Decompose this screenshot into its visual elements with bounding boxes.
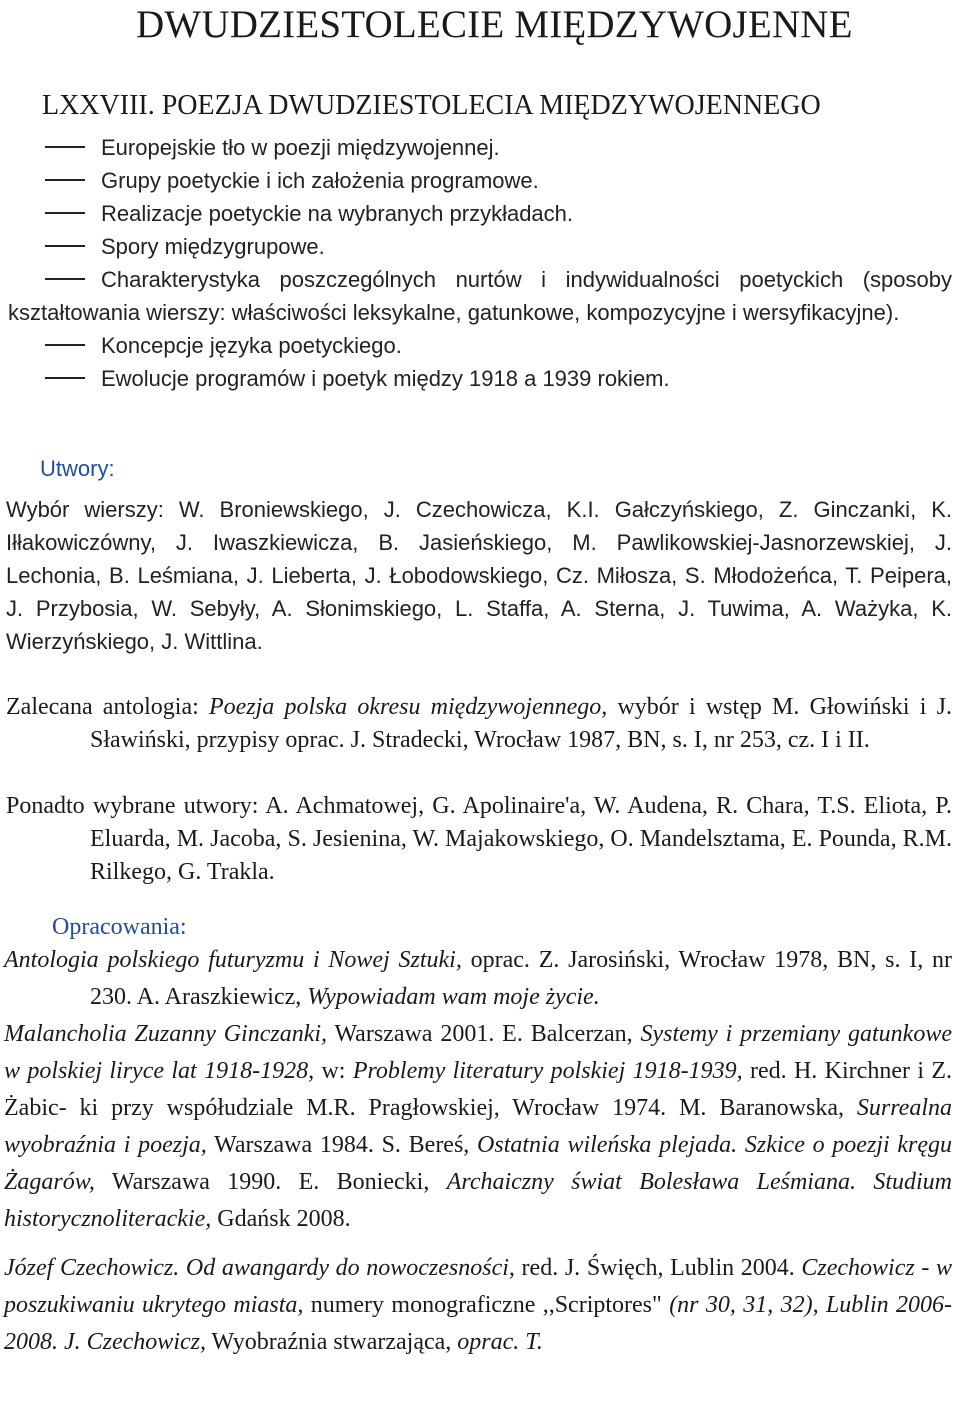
page-title: DWUDZIESTOLECIE MIĘDZYWOJENNE — [136, 3, 853, 46]
dash-bullet — [45, 344, 85, 346]
dash-bullet — [45, 377, 85, 379]
works-paragraph: Wybór wierszy: W. Broniewskiego, J. Czechowicza, K.I. Gałczyńskiego, Z. Ginczanki, K. Iłłakowiczówny, J. Iwaszkiewicza, B. Jasieńskiego, M. Pawlikowskiej-Jasnorzewskiej, J. Lechonia, B. Leśmiana, J. Lieberta, J. Łobodowskiego, Cz. Miłosza, S. Młodożeńca, T. Peipera, J. Przybosia, W. Sebyły, A. Słonimskiego, L. Staffa, A. Sterna, J. Tuwima, A. Ważyka, K. Wierzyńskiego, J. Wittlina. — [6, 497, 952, 654]
dash-bullet — [45, 278, 85, 280]
other-works-paragraph: Ponadto wybrane utwory: A. Achmatowej, G. Apolinaire'a, W. Audena, R. Chara, T.S. Eliota, P. Eluarda, M. Jacoba, S. Jesienina, W. Majakowskiego, O. Mandelsztama, E. Pounda, R.M. Rilkego, G. Trakla. — [6, 793, 952, 885]
section-title: LXXVIII. POEZJA DWUDZIESTOLECIA MIĘDZYWOJENNEGO — [42, 90, 821, 121]
list-item: Grupy poetyckie i ich założenia programowe. — [8, 164, 952, 197]
dash-bullet — [45, 212, 85, 214]
reference-entry: Antologia polskiego futuryzmu i Nowej Sztuki, oprac. Z. Jarosiński, Wrocław 1978, BN, s. I, nr 230. A. Araszkiewicz, Wypowiadam wam moje życie. — [4, 947, 952, 1010]
dash-bullet — [45, 245, 85, 247]
antology-title: Poezja polska okresu międzywojennego, — [208, 694, 608, 720]
dash-bullet — [45, 146, 85, 148]
list-item: Koncepcje języka poetyckiego. — [8, 329, 952, 362]
list-item: Charakterystyka poszczególnych nurtów i indywidualności poetyckich (sposoby kształtowania wierszy: właściwości leksykalne, gatunkowe, kompozycyjne i wersyfikacyjne). — [8, 267, 952, 325]
list-item: Ewolucje programów i poetyk między 1918 a 1939 rokiem. — [8, 362, 952, 395]
studies-label: Opracowania: — [52, 914, 187, 940]
reference-entry: Malancholia Zuzanny Ginczanki, Warszawa 2001. E. Balcerzan, Systemy i przemiany gatunkowe w polskiej liryce lat 1918-1928, w: Problemy literatury polskiej 1918-1939, red. H. Kirchner i Z. Żabic- ki przy współudziale M.R. Pragłowskiej, Wrocław 1974. M. Baranowska, Surrealna wyobraźnia i poezja, Warszawa 1984. S. Bereś, Ostatnia wileńska plejada. Szkice o poezji kręgu Żagarów, Warszawa 1990. E. Boniecki, Archaiczny świat Bolesława Leśmiana. Studium historycznoliterackie, Gdańsk 2008. — [4, 1021, 953, 1232]
list-item: Spory międzygrupowe. — [8, 230, 952, 263]
works-label: Utwory: — [40, 456, 115, 481]
dash-bullet — [45, 179, 85, 181]
antology-paragraph: Zalecana antologia: Poezja polska okresu międzywojennego, wybór i wstęp M. Głowiński i J. Sławiński, przypisy oprac. J. Stradecki, Wrocław 1987, BN, s. I, nr 253, cz. I i II. — [6, 694, 952, 753]
reference-entry: Józef Czechowicz. Od awangardy do nowoczesności, red. J. Święch, Lublin 2004. Czechowicz - w poszukiwaniu ukrytego miasta, numery monograficzne ,,Scriptores" (nr 30, 31, 32), Lublin 2006-2008. J. Czechowicz, Wyobraźnia stwarzająca, oprac. T. — [4, 1255, 952, 1355]
topic-list — [8, 131, 952, 395]
references — [4, 942, 952, 1361]
list-item: Realizacje poetyckie na wybranych przykładach. — [8, 197, 952, 230]
list-item: Europejskie tło w poezji międzywojennej. — [8, 131, 952, 164]
